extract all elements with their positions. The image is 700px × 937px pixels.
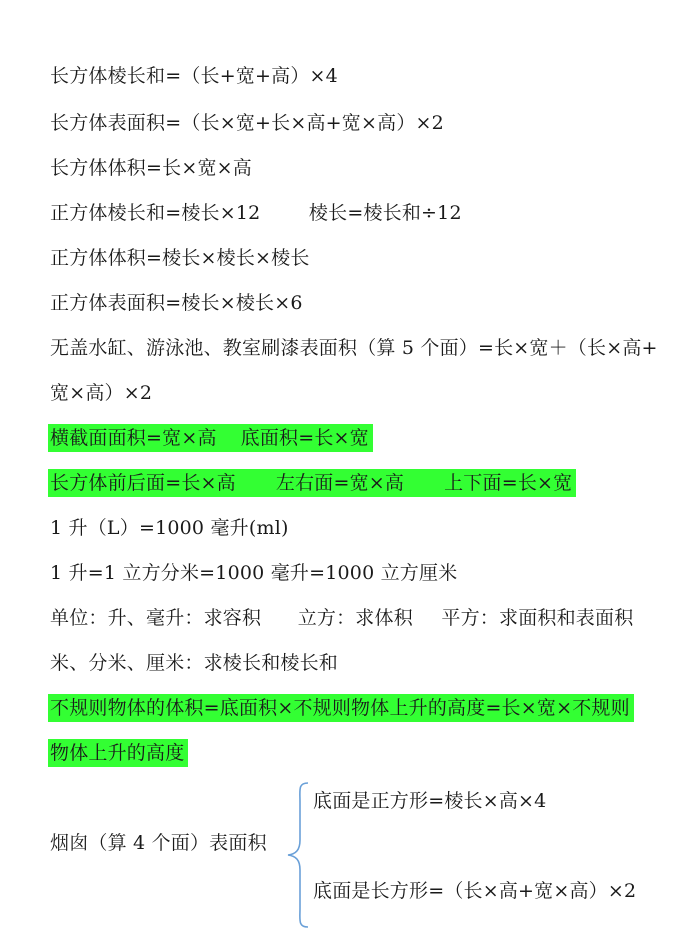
formula-unit-conversion	[50, 560, 457, 586]
text: 上下面=长×宽	[444, 472, 573, 494]
chimney-rect-base	[313, 878, 636, 904]
text: 长方体棱长和=（长+宽+高）×4	[50, 65, 338, 87]
text: 棱长=棱长和÷12	[308, 202, 462, 224]
formula-unit-usage	[50, 605, 633, 631]
text: 1 升（L）=1000 毫升(ml)	[50, 517, 289, 539]
highlight	[48, 469, 576, 497]
highlight	[48, 739, 188, 767]
text: 长方体前后面=长×高	[50, 472, 236, 494]
highlight	[48, 424, 373, 452]
text: 底面是正方形=棱长×高×4	[313, 790, 547, 812]
highlight	[48, 694, 634, 722]
formula-irregular-volume-cont	[50, 740, 188, 766]
text: 立方：求体积	[297, 607, 413, 629]
text: 长方体表面积=（长×宽+长×高+宽×高）×2	[50, 112, 444, 134]
formula-cuboid-edge-sum	[50, 63, 338, 89]
text: 1 升=1 立方分米=1000 毫升=1000 立方厘米	[50, 562, 458, 584]
text: 横截面面积=宽×高	[50, 427, 217, 449]
formula-open-top-area	[50, 335, 658, 361]
text: 烟囱（算 4 个面）表面积	[50, 832, 267, 854]
text: 平方：求面积和表面积	[441, 607, 634, 629]
chimney-label	[50, 830, 267, 856]
formula-cube-surface-area	[50, 290, 303, 316]
formula-faces	[50, 470, 576, 496]
formula-cross-section	[50, 425, 373, 451]
text: 左右面=宽×高	[275, 472, 405, 494]
text: 无盖水缸、游泳池、教室刷漆表面积（算 5 个面）=长×宽＋（长×高+	[50, 337, 658, 359]
text: 物体上升的高度	[50, 742, 185, 764]
text: 米、分米、厘米：求棱长和棱长和	[50, 652, 339, 674]
formula-open-top-area-cont	[50, 380, 152, 406]
text: 宽×高）×2	[50, 382, 153, 404]
formula-cuboid-surface-area	[50, 110, 444, 136]
text: 底面积=长×宽	[240, 427, 369, 449]
text: 长方体体积=长×宽×高	[50, 157, 252, 179]
formula-cube-volume	[50, 245, 310, 271]
text: 正方体体积=棱长×棱长×棱长	[50, 247, 310, 269]
text: 不规则物体的体积=底面积×不规则物体上升的高度=长×宽×不规则	[50, 697, 630, 719]
formula-cuboid-volume	[50, 155, 252, 181]
formula-irregular-volume	[50, 695, 634, 721]
text: 底面是长方形=（长×高+宽×高）×2	[313, 880, 637, 902]
text: 正方体表面积=棱长×棱长×6	[50, 292, 303, 314]
formula-length-units	[50, 650, 338, 676]
text: 单位：升、毫升：求容积	[50, 607, 262, 629]
formula-cube-edge-sum	[50, 200, 462, 226]
chimney-square-base	[313, 788, 546, 814]
curly-brace-icon	[282, 780, 312, 930]
text: 正方体棱长和=棱长×12	[50, 202, 261, 224]
formula-liter	[50, 515, 289, 541]
